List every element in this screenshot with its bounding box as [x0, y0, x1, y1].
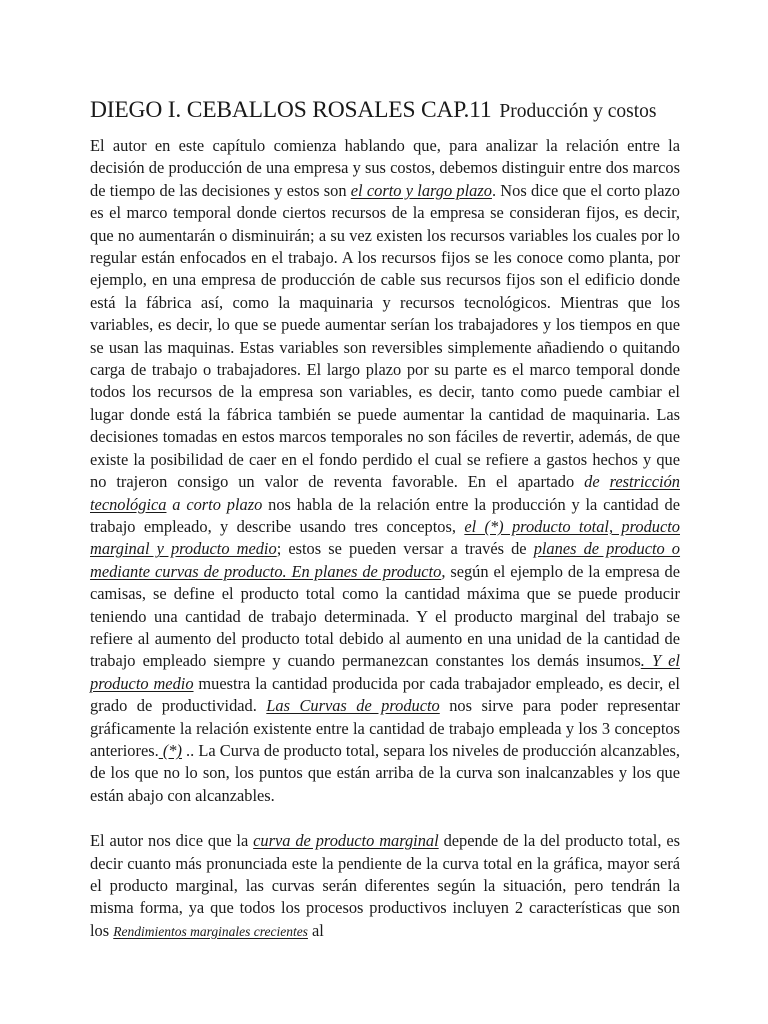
text-run: nos sirve para poder representar gráficamente la relación existente entre la cantidad de trabajo empleada y los 3 conceptos anteriores. — [90, 696, 680, 760]
text-run: depende de la del producto total, es decir cuanto más pronunciada este la pendiente de la curva total en la gráfica, mayor será el producto marginal, las curvas serán diferentes según la situación, pero tendrán la misma forma, ya que todos los procesos productivos incluyen 2 características que son los — [90, 831, 680, 940]
paragraph-1 — [90, 135, 680, 807]
text-run: . Nos dice que el corto plazo es el marco temporal donde ciertos recursos de la empresa se consideran fijos, es decir, que no aumentarán o disminuirán; a su vez existen los recursos variables los cuales por lo regular están enfocados en el trabajo. A los recursos fijos se les conoce como planta, por ejemplo, en una empresa de producción de cable sus recursos fijos son el edificio donde está la fábrica así, como la maquinaria y recursos tecnológicos. Mientras que los variables, es decir, lo que se puede aumentar serían los trabajadores y los tiempos en que se usan las maquinas. Estas variables son reversibles simplemente añadiendo o quitando carga de trabajo o trabajadores. El largo plazo por su parte es el marco temporal donde todos los recursos de la empresa son variables, es decir, tanto como puede cambiar el lugar donde está la fábrica también se puede aumentar la cantidad de maquinaria. Las decisiones tomadas en estos marcos temporales no son fáciles de revertir, además, de que existe la posibilidad de caer en el fondo perdido el cual se refiere a gastos hechos y que no trajeron consigo un valor de reventa favorable. En el apartado — [90, 180, 680, 492]
text-run: ; estos se pueden versar a través de — [276, 539, 534, 559]
title-main: DIEGO I. CEBALLOS ROSALES CAP.11 — [90, 97, 492, 123]
text-run: , según el ejemplo de la empresa de camisas, se define el producto total como la cantidad máxima que se puede producir teniendo una cantidad de trabajo determinada. Y el producto marginal del trabajo se refiere al aumento del producto total debido al aumento en una unidad de la cantidad de trabajo empleado siempre y cuando permanezcan constantes los demás insumos — [90, 561, 680, 671]
italic-term: a corto plazo — [166, 494, 263, 514]
underlined-term: (*) — [158, 740, 182, 760]
underlined-term: curva de producto marginal — [253, 831, 439, 851]
document-title — [90, 92, 680, 126]
text-run: .. La Curva de producto total, separa los niveles de producción alcanzables, de los que no lo son, los puntos que están arriba de la curva son inalcanzables y los que están abajo con alcanzables. — [90, 740, 680, 805]
underlined-term: el corto y largo plazo — [350, 180, 492, 200]
text-run: El autor nos dice que la — [90, 831, 254, 851]
underlined-term: restricción tecnológica — [90, 472, 680, 514]
italic-term: de — [584, 472, 610, 492]
text-run: al — [307, 920, 324, 940]
underlined-term: . Y el producto medio — [90, 651, 680, 693]
underlined-term: planes de producto o mediante curvas de producto. En planes de producto — [90, 539, 681, 581]
underlined-term: Las Curvas de producto — [266, 696, 440, 716]
text-run: muestra la cantidad producida por cada trabajador empleado, es decir, el grado de productividad. — [90, 673, 680, 716]
underlined-term: el (*) producto total, producto marginal y producto medio — [90, 516, 680, 559]
title-subtitle: Producción y costos — [499, 101, 657, 122]
text-run: El autor en este capítulo comienza hablando que, para analizar la relación entre la decisión de producción de una empresa y sus costos, debemos distinguir entre dos marcos de tiempo de las decisiones y estos son — [90, 136, 680, 200]
paragraph-2 — [90, 830, 680, 943]
document-page — [90, 92, 680, 943]
underlined-term: Rendimientos marginales crecientes — [113, 923, 308, 939]
text-run: nos habla de la relación entre la producción y la cantidad de trabajo empleado, y describe usando tres conceptos, — [90, 494, 680, 536]
